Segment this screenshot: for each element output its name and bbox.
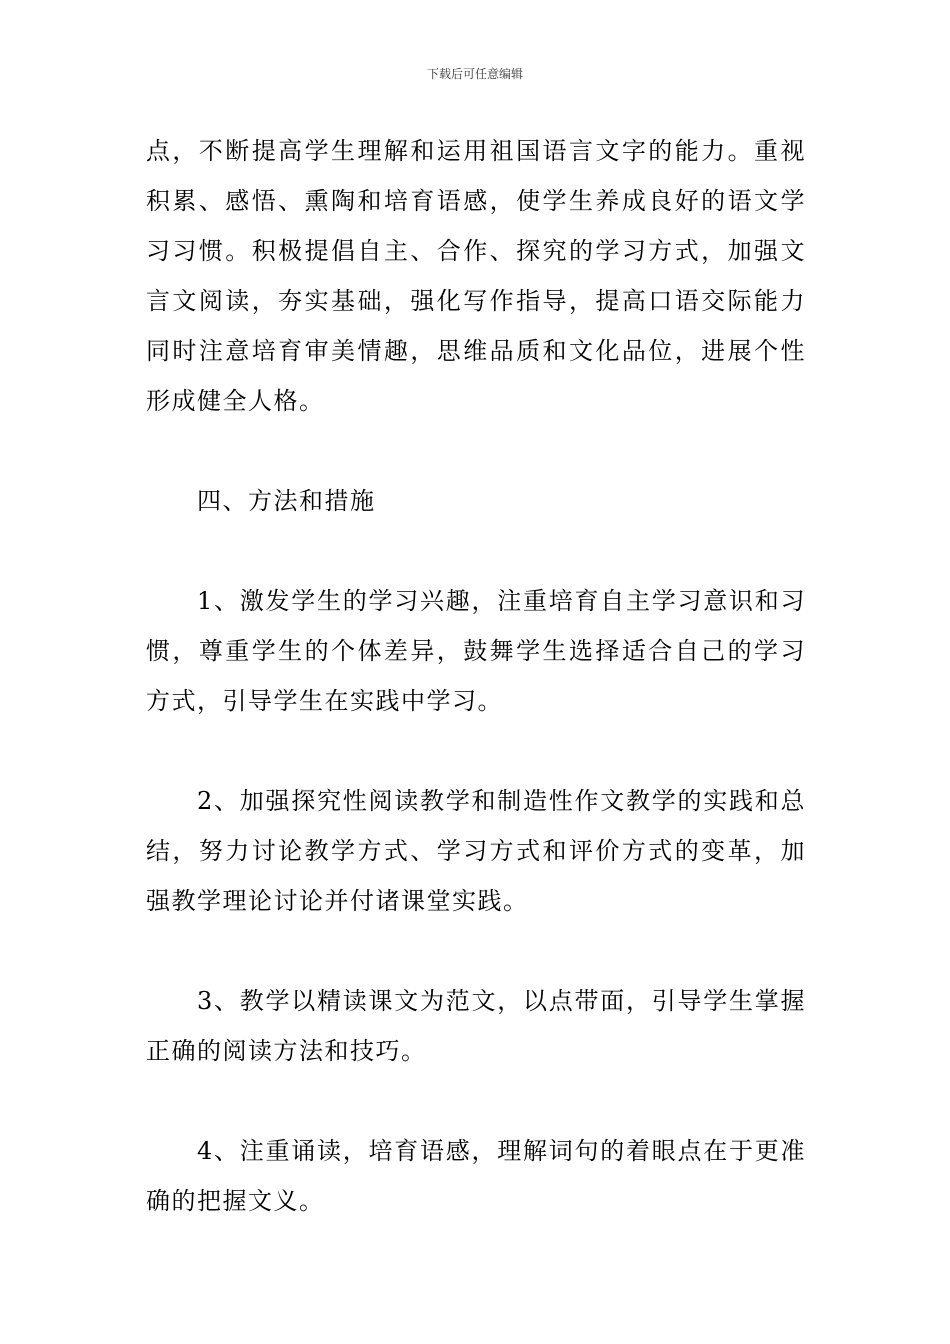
paragraph-item-3: 3、教学以精读课文为范文，以点带面，引导学生掌握正确的阅读方法和技巧。 xyxy=(146,987,806,1065)
paragraph-gap xyxy=(146,526,806,576)
paragraph-gap xyxy=(146,426,806,476)
paragraph-continuation: 点，不断提高学生理解和运用祖国语言文字的能力。重视积累、感悟、熏陶和培育语感，使学生养成良好的语文学习习惯。积极提倡自主、合作、探究的学习方式，加强文言文阅读，夯实基础，强化写作指导，提高口语交际能力同时注意培育审美情趣，思维品质和文化品位，进展个性形成健全人格。 xyxy=(146,137,806,415)
paragraph-item-1: 1、激发学生的学习兴趣，注重培育自主学习意识和习惯，尊重学生的个体差异，鼓舞学生选择适合自己的学习方式，引导学生在实践中学习。 xyxy=(146,587,806,715)
paragraph-gap xyxy=(146,926,806,976)
document-body xyxy=(146,126,806,1226)
paragraph-item-4: 4、注重诵读，培育语感，理解词句的着眼点在于更准确的把握文义。 xyxy=(146,1137,806,1215)
paragraph-gap xyxy=(146,726,806,776)
paragraph-gap xyxy=(146,1076,806,1126)
paragraph-item-2: 2、加强探究性阅读教学和制造性作文教学的实践和总结，努力讨论教学方式、学习方式和评价方式的变革，加强教学理论讨论并付诸课堂实践。 xyxy=(146,787,806,915)
section-heading: 四、方法和措施 xyxy=(197,487,376,515)
page-header: 下载后可任意编辑 xyxy=(426,67,523,81)
